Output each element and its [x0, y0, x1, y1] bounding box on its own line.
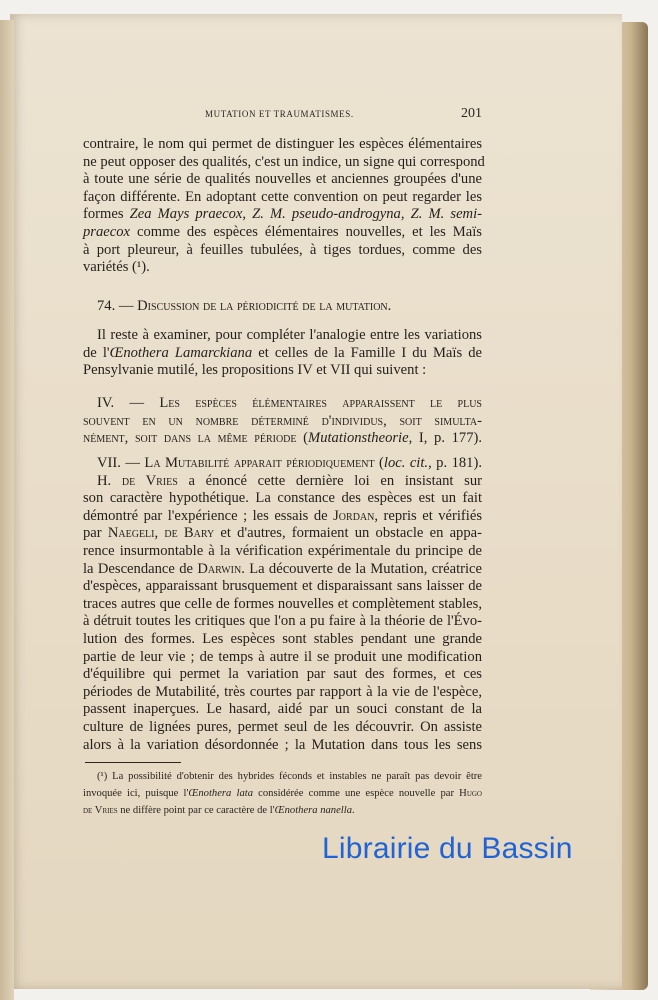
text-run: H.	[97, 472, 122, 489]
text-run: traces autres que celle de formes nouvelles et complètement stables,	[83, 595, 482, 612]
text-run: invoquée ici, puisque l'	[83, 788, 189, 799]
italic-text: Œnothera nanella	[274, 805, 352, 816]
small-caps-text: souvent en un nombre déterminé d'individus, soit simulta-	[83, 412, 482, 429]
text-line	[83, 666, 482, 684]
text-line	[83, 525, 482, 543]
text-line	[83, 345, 482, 363]
text-line	[83, 413, 482, 431]
text-run: à toute une série de qualités nouvelles et anciennes groupées d'une	[83, 171, 482, 188]
small-caps-text: de Vries	[83, 805, 118, 816]
small-caps-text: La Mutabilité apparait périodiquement	[144, 455, 380, 471]
text-line	[83, 259, 482, 277]
text-run: formes	[83, 206, 130, 223]
text-run: , repris et vérifiés	[374, 507, 483, 524]
text-run: considérée comme une espèce nouvelle par	[253, 788, 460, 799]
text-run: à détruit toutes les critiques que l'on a pu faire à la théorie de l'Évo-	[83, 613, 482, 630]
text-line	[83, 543, 482, 561]
paragraph-analogy	[83, 327, 482, 380]
text-line	[83, 473, 482, 491]
text-line	[83, 785, 482, 802]
italic-text: praecox	[83, 223, 131, 240]
small-caps-text: Jordan	[333, 507, 375, 524]
text-run: lution des formes. Les espèces sont stables pendant une grande	[83, 630, 482, 647]
text-run: a énoncé cette dernière loi en insistant sur	[177, 472, 482, 489]
text-line	[83, 578, 482, 596]
italic-text: Zea Mays praecox	[129, 206, 243, 223]
text-run: VII. —	[97, 455, 145, 471]
text-line	[83, 395, 482, 413]
page-header	[83, 106, 482, 126]
text-run: . La découverte de la Mutation, créatrice	[241, 560, 483, 577]
text-run: Pensylvanie mutilé, les propositions IV et VII qui suivent :	[83, 362, 427, 379]
text-line	[83, 737, 482, 755]
text-run: IV. —	[97, 395, 160, 411]
text-line	[83, 649, 482, 667]
paragraph-intro	[83, 136, 485, 277]
proposition-iv	[83, 395, 482, 448]
text-run: ne peut opposer des qualités, c'est un indice, un signe qui correspond	[83, 153, 485, 170]
text-line	[83, 362, 482, 380]
watermark: Librairie du Bassin	[322, 832, 573, 865]
text-line	[83, 171, 482, 189]
text-line	[83, 701, 482, 719]
text-run: la Descendance de	[83, 560, 198, 577]
text-run: et d'autres, formaient un obstacle en appa-	[214, 525, 482, 542]
small-caps-text: Darwin	[197, 560, 242, 577]
text-line	[83, 802, 482, 819]
text-run: (	[379, 455, 384, 471]
small-caps-text: Naegeli, de Bary	[107, 525, 215, 542]
text-line	[83, 242, 482, 260]
small-caps-text: nément, soit dans la même période	[83, 430, 304, 447]
text-run: variétés (¹).	[83, 259, 150, 276]
text-line	[83, 631, 482, 649]
text-line	[83, 768, 482, 785]
text-run: culture de lignées pures, permet seul de les découvrir. On assiste	[83, 718, 482, 735]
text-run: passent inaperçues. Le hasard, aidé par un souci constant de la	[83, 701, 482, 718]
paragraph-vii	[83, 455, 482, 754]
text-line	[83, 224, 482, 242]
text-run: 74. —	[97, 298, 138, 314]
small-caps-text: Les espèces élémentaires apparaissent le plus	[159, 395, 482, 411]
small-caps-text: Discussion de la périodicité de la mutation.	[137, 298, 392, 314]
footnote-rule	[85, 762, 181, 763]
text-run: à port pleureur, à feuilles tubulées, à tiges tordues, comme des	[83, 241, 482, 258]
text-run: comme des espèces élémentaires nouvelles, et les Maïs	[130, 223, 482, 240]
text-run: son caractère hypothétique. La constance des espèces est un fait	[83, 490, 482, 507]
small-caps-text: de Vries	[121, 472, 178, 489]
text-run: d'espèces, apparaissant brusquement et disparaissant sans laisser de	[83, 578, 482, 595]
text-line	[83, 455, 482, 473]
text-run: ,	[400, 206, 411, 223]
text-run: (¹) La possibilité d'obtenir des hybrides féconds et instables ne paraît pas devoir être	[97, 771, 482, 782]
text-line	[83, 430, 482, 448]
italic-text: Z. M. pseudo-androgyna	[252, 206, 401, 223]
italic-text: Œnothera lata	[188, 788, 253, 799]
text-run: partie de leur vie ; de temps à autre il se produit une modification	[83, 648, 482, 665]
text-line	[83, 684, 482, 702]
text-run: ne diffère point par ce caractère de l'	[117, 805, 275, 816]
text-run: Il reste à examiner, pour compléter l'analogie entre les variations	[97, 327, 482, 343]
text-run: alors à la variation désordonnée ; la Mutation dans tous les sens	[83, 736, 482, 753]
text-line	[83, 596, 482, 614]
binding-edge	[0, 20, 14, 1000]
italic-text: Œnothera Lamarckiana	[109, 344, 253, 361]
text-line	[83, 719, 482, 737]
text-run: ,	[242, 206, 253, 223]
text-run: rence insurmontable à la vérification expérimentale du principe de	[83, 542, 482, 559]
text-run: .	[352, 805, 355, 816]
text-line	[83, 561, 482, 579]
running-title: MUTATION ET TRAUMATISMES.	[205, 109, 354, 119]
text-line	[83, 490, 482, 508]
text-line	[83, 508, 482, 526]
small-caps-text: Hugo	[459, 788, 482, 799]
text-line	[83, 206, 482, 224]
italic-text: Mutationstheorie	[308, 430, 409, 447]
text-run: par	[83, 525, 108, 542]
text-run: (	[303, 430, 309, 447]
text-run: d'équilibre qui permet la variation par saut des formes, et ces	[83, 666, 482, 683]
text-run: contraire, le nom qui permet de distinguer les espèces élémentaires	[83, 136, 482, 152]
text-line	[83, 298, 482, 316]
text-run: façon différente. En adoptant cette convention on peut regarder les	[83, 188, 482, 205]
text-line	[83, 189, 482, 207]
text-run: et celles de la Famille I du Maïs de	[252, 344, 483, 361]
text-line	[83, 613, 482, 631]
italic-text: Z. M. semi-	[410, 206, 482, 223]
footnote	[83, 768, 482, 819]
text-run: périodes de Mutabilité, très courtes par rapport à la vie de l'espèce,	[83, 683, 482, 700]
text-run: , I, p. 177).	[408, 430, 483, 447]
text-line	[83, 327, 482, 345]
text-run: , p. 181).	[428, 455, 482, 471]
section-heading	[83, 298, 482, 316]
text-line	[83, 153, 485, 172]
text-run: de l'	[83, 344, 110, 361]
page-number: 201	[461, 106, 482, 121]
text-line	[83, 136, 482, 154]
italic-text: loc. cit.	[383, 455, 429, 471]
text-run: démontré par l'expérience ; les essais de	[83, 507, 334, 524]
